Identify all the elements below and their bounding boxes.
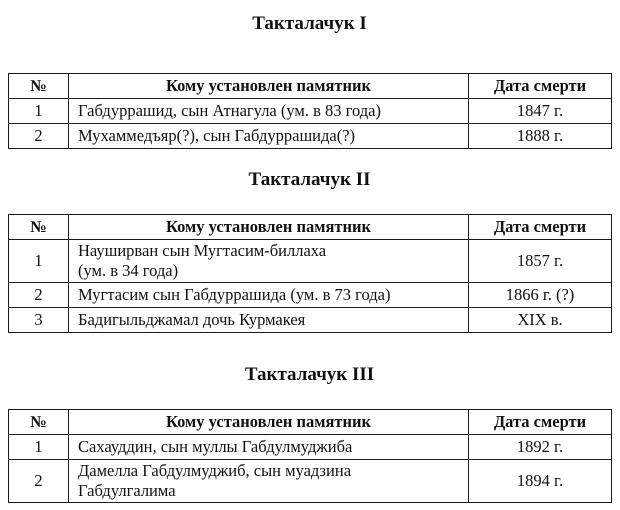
row-name-line: Габдулгалима: [78, 481, 176, 500]
row-num: 1: [9, 99, 69, 124]
table-row: [9, 460, 612, 503]
row-name: [69, 283, 469, 308]
header-date: Дата смерти: [469, 215, 612, 240]
table-row: [9, 124, 612, 149]
row-num: 2: [9, 124, 69, 149]
row-name-line: Мугтасим сын Габдуррашида (ум. в 73 года): [78, 285, 391, 304]
header-name: Кому установлен памятник: [69, 74, 469, 99]
memorial-table: [8, 409, 612, 503]
row-name: [69, 124, 469, 149]
section-title: Такталачук III: [244, 364, 375, 385]
header-name: Кому установлен памятник: [69, 410, 469, 435]
row-num: 2: [9, 283, 69, 308]
section-title: Такталачук II: [248, 169, 371, 190]
row-name-line: Сахауддин, сын муллы Габдулмуджиба: [78, 437, 353, 456]
row-name: [69, 99, 469, 124]
row-date: 1847 г.: [469, 99, 612, 124]
table-header-row: [9, 215, 612, 240]
table-row: [9, 308, 612, 333]
table-row: [9, 240, 612, 283]
row-name: [69, 460, 469, 503]
header-date: Дата смерти: [469, 410, 612, 435]
row-date: 1892 г.: [469, 435, 612, 460]
row-date: 1857 г.: [469, 240, 612, 283]
table-header-row: [9, 74, 612, 99]
row-name-line: Габдуррашид, сын Атнагула (ум. в 83 года): [78, 101, 381, 120]
row-name-line: Бадигыльджамал дочь Курмакея: [78, 310, 306, 329]
row-name-line: Науширван сын Мугтасим-биллаха: [78, 241, 327, 260]
row-date: 1894 г.: [469, 460, 612, 503]
row-num: 1: [9, 240, 69, 283]
header-num: №: [9, 215, 69, 240]
header-name: Кому установлен памятник: [69, 215, 469, 240]
row-name-line: (ум. в 34 года): [78, 261, 179, 280]
table-header-row: [9, 410, 612, 435]
table-row: [9, 99, 612, 124]
section-takta-3: [8, 363, 611, 503]
row-name: [69, 240, 469, 283]
row-num: 3: [9, 308, 69, 333]
header-num: №: [9, 410, 69, 435]
section-title: Такталачук I: [252, 13, 367, 34]
memorial-table: [8, 214, 612, 333]
row-date: XIX в.: [469, 308, 612, 333]
header-date: Дата смерти: [469, 74, 612, 99]
header-num: №: [9, 74, 69, 99]
section-takta-1: [8, 12, 611, 149]
row-date: 1866 г. (?): [469, 283, 612, 308]
row-name-line: Мухаммедъяр(?), сын Габдуррашида(?): [78, 126, 356, 145]
table-row: [9, 283, 612, 308]
section-takta-2: [8, 168, 611, 333]
row-name: [69, 308, 469, 333]
memorial-table: [8, 73, 612, 149]
row-date: 1888 г.: [469, 124, 612, 149]
row-name: [69, 435, 469, 460]
row-num: 2: [9, 460, 69, 503]
table-row: [9, 435, 612, 460]
row-num: 1: [9, 435, 69, 460]
row-name-line: Дамелла Габдулмуджиб, сын муадзина: [78, 461, 352, 480]
